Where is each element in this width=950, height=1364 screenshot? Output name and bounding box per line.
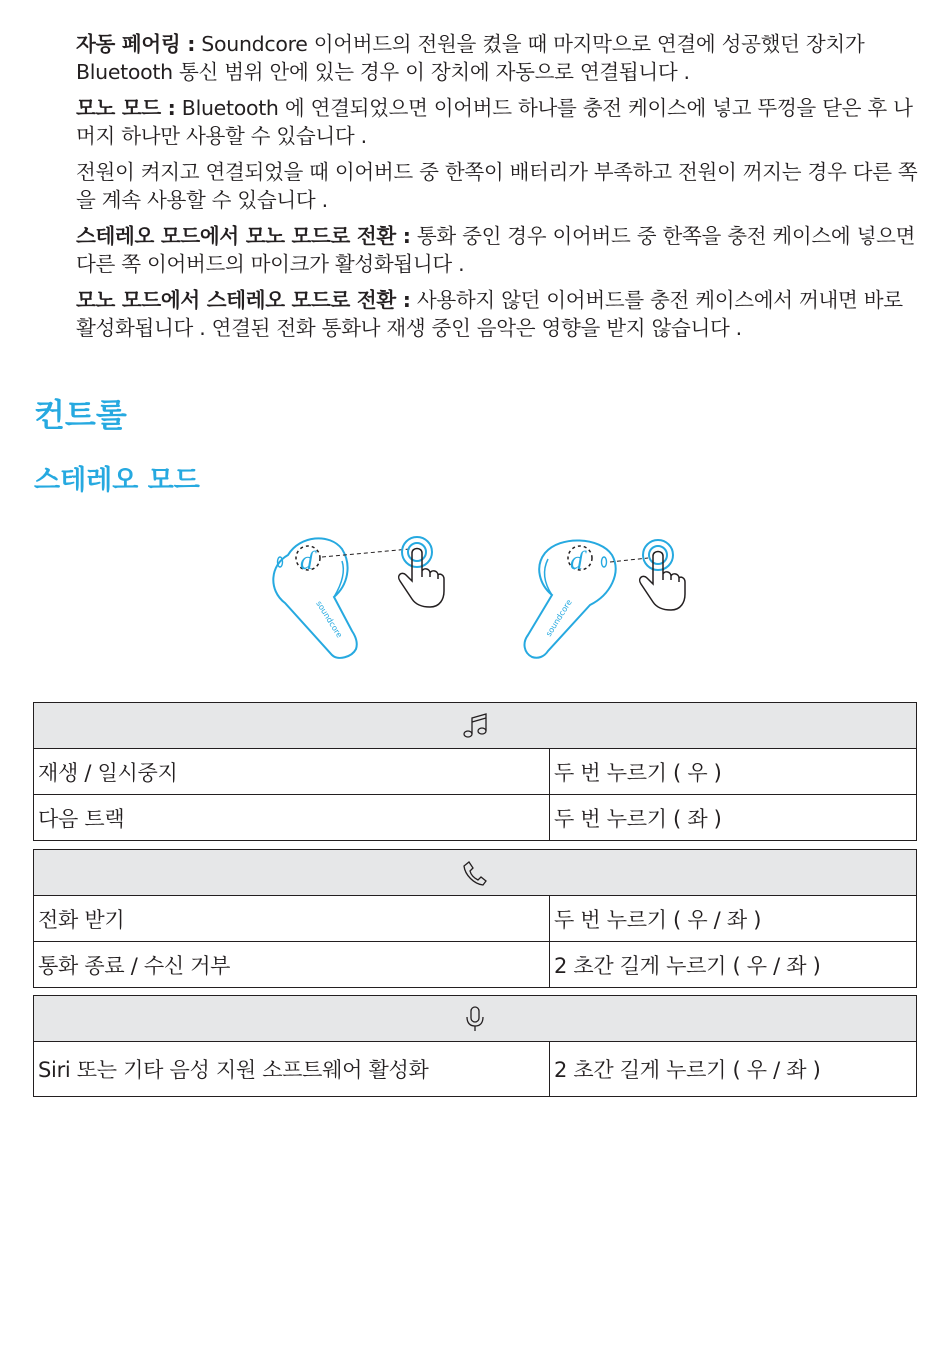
tap-hand-icon [399, 537, 444, 607]
subsection-title: 스테레오 모드 [34, 465, 200, 496]
action-cell: Siri 또는 기타 음성 지원 소프트웨어 활성화 [34, 1042, 550, 1097]
paragraph-label: 스테레오 모드에서 모노 모드로 전환 : [76, 224, 411, 248]
paragraph-text: 통화 중인 경우 이어버드 중 한쪽을 충전 케이스에 넣으면 다른 쪽 이어버드의 마이크가 활성화됩니다 . [76, 224, 916, 276]
microphone-icon [462, 1005, 488, 1033]
svg-text:ɗ: ɗ [570, 546, 583, 575]
mono-to-stereo-paragraph [76, 286, 918, 342]
paragraph-label: 자동 페어링 : [76, 32, 196, 56]
music-icon [462, 712, 488, 740]
gesture-cell: 2 초간 길게 누르기 ( 우 / 좌 ) [550, 1042, 917, 1097]
brand-text-right: soundcore [544, 598, 574, 639]
earbud-tap-illustration [260, 525, 700, 665]
action-cell: 전화 받기 [34, 896, 550, 942]
paragraph-text: 전원이 켜지고 연결되었을 때 이어버드 중 한쪽이 배터리가 부족하고 전원이 꺼지는 경우 다른 쪽을 계속 사용할 수 있습니다 . [76, 160, 918, 212]
right-earbud-icon [525, 540, 616, 657]
gesture-cell: 두 번 누르기 ( 우 / 좌 ) [550, 896, 917, 942]
paragraph-label: 모노 모드에서 스테레오 모드로 전환 : [76, 288, 411, 312]
table-row [34, 1042, 917, 1097]
table-header-row [34, 850, 917, 896]
paragraph-text: Soundcore 이어버드의 전원을 켰을 때 마지막으로 연결에 성공했던 장치가 Bluetooth 통신 범위 안에 있는 경우 이 장치에 자동으로 연결됩니다 . [76, 32, 865, 84]
stereo-to-mono-paragraph [76, 222, 918, 278]
call-controls-table [33, 849, 917, 988]
action-cell: 재생 / 일시중지 [34, 749, 550, 795]
paragraph-text: Bluetooth 에 연결되었으면 이어버드 하나를 충전 케이스에 넣고 뚜껑을 닫은 후 나머지 하나만 사용할 수 있습니다 . [76, 96, 913, 148]
brand-text-left: soundcore [314, 599, 344, 640]
tap-hand-icon [640, 540, 685, 610]
music-controls-table [33, 702, 917, 841]
table-row [34, 942, 917, 988]
action-cell: 다음 트랙 [34, 795, 550, 841]
feature-descriptions [76, 30, 918, 350]
low-battery-paragraph [76, 158, 918, 214]
table-row [34, 795, 917, 841]
section-title: 컨트롤 [34, 396, 127, 434]
phone-icon [462, 859, 488, 887]
action-cell: 통화 종료 / 수신 거부 [34, 942, 550, 988]
svg-text:ɗ: ɗ [300, 546, 313, 575]
mono-mode-paragraph [76, 94, 918, 150]
table-row [34, 749, 917, 795]
table-header [34, 850, 917, 896]
table-header [34, 703, 917, 749]
auto-pairing-paragraph [76, 30, 918, 86]
table-header-row [34, 703, 917, 749]
table-header [34, 996, 917, 1042]
left-earbud-icon [273, 538, 356, 658]
table-header-row [34, 996, 917, 1042]
gesture-cell: 두 번 누르기 ( 좌 ) [550, 795, 917, 841]
voice-assistant-table [33, 995, 917, 1097]
paragraph-label: 모노 모드 : [76, 96, 176, 120]
table-row [34, 896, 917, 942]
gesture-cell: 두 번 누르기 ( 우 ) [550, 749, 917, 795]
gesture-cell: 2 초간 길게 누르기 ( 우 / 좌 ) [550, 942, 917, 988]
paragraph-text: 사용하지 않던 이어버드를 충전 케이스에서 꺼내면 바로 활성화됩니다 . 연결된 전화 통화나 재생 중인 음악은 영향을 받지 않습니다 . [76, 288, 903, 340]
